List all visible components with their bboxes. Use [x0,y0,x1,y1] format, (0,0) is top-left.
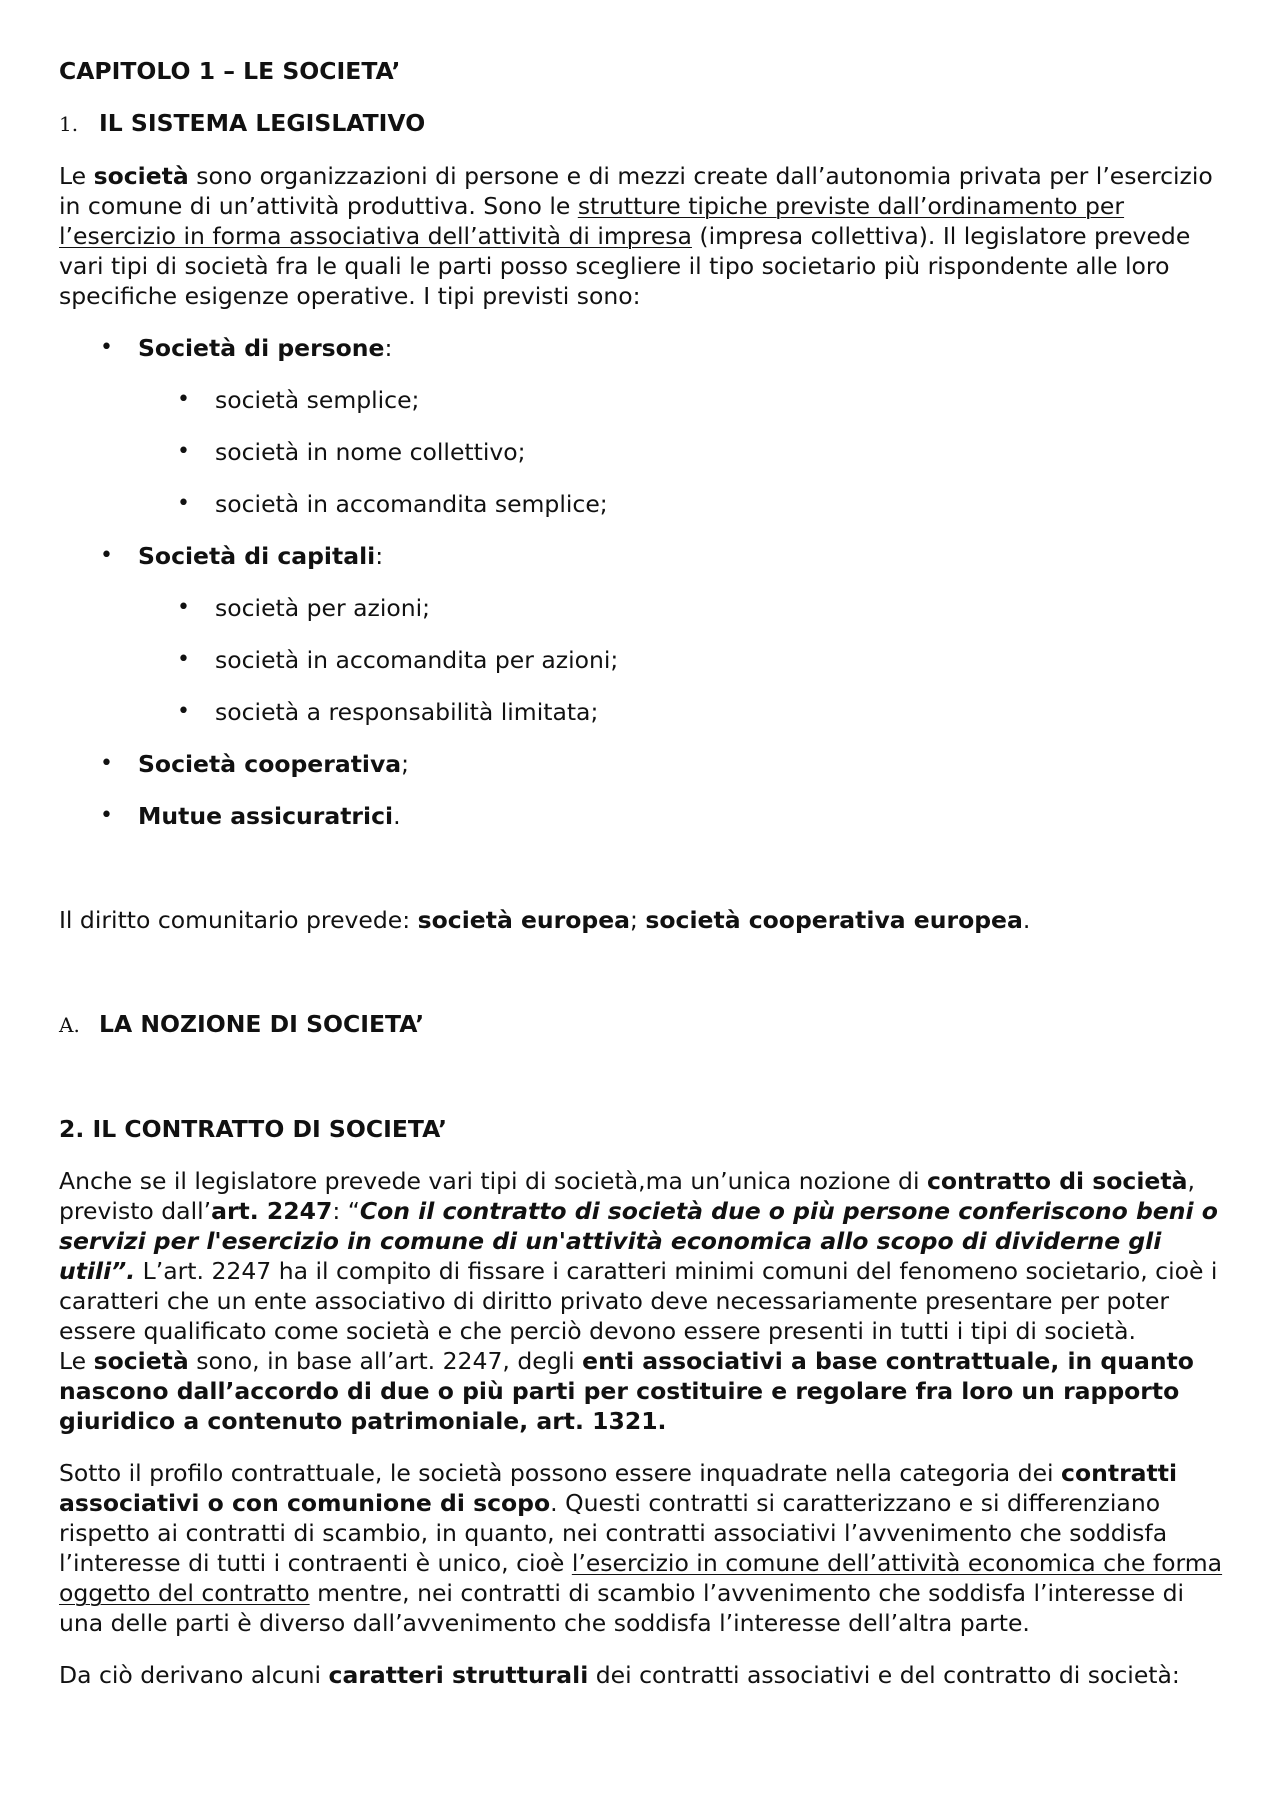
list-item: • società in accomandita per azioni; [177,646,619,674]
list-item: • società semplice; [177,386,420,414]
paragraph-intro: Le società sono organizzazioni di persone e di mezzi create dall’autonomia privata per l’esercizio in comune di un’attività produttiva. Sono le strutture tipiche previste dall’ordinamento per l’esercizio in forma associativa dell’attività di impresa (impresa collettiva). Il legislatore prevede vari tipi di società fra le quali le parti posso scegliere il tipo societario più rispondente alle loro specifiche esigenze operative. I tipi previsti sono: [59,162,1213,310]
society-types-list [59,333,1229,831]
paragraph-enti: Le società sono, in base all’art. 2247, degli enti associativi a base contrattuale, in quanto nascono dall’accordo di due o più parti per costituire e regolare fra loro un rapporto giuridico a contenuto patrimoniale, art. 1321. [59,1347,1194,1435]
bullet-icon: • [177,647,190,672]
list-item: • società a responsabilità limitata; [177,698,599,726]
list-item: • società in accomandita semplice; [177,490,608,518]
chapter-title: CAPITOLO 1 – LE SOCIETA’ [59,57,401,85]
bullet-icon: • [100,803,113,828]
bullet-icon: • [177,595,190,620]
quoted-article: Con il contratto di società due o più persone conferiscono beni o servizi per l'esercizio in comune di un'attività economica allo scopo di dividerne gli utili”. [59,1197,1218,1285]
bullet-icon: • [177,439,190,464]
section-number-a: A. [59,1013,80,1037]
list-item-cooperativa: • Società cooperativa; [100,750,410,778]
list-item-capitali: • Società di capitali: [100,542,384,570]
bullet-icon: • [177,699,190,724]
document-page [59,56,1229,1690]
bullet-icon: • [177,491,190,516]
section-title-1: IL SISTEMA LEGISLATIVO [99,109,426,137]
list-item: • società per azioni; [177,594,431,622]
underlined-phrase: l’esercizio in comune dell’attività economica che forma oggetto del contratto [59,1549,1223,1607]
list-item-persone: • Società di persone: [100,334,393,362]
underlined-phrase: strutture tipiche previste dall’ordinamento per l’esercizio in forma associativa dell’attività di impresa [59,192,1125,250]
list-item: • società in nome collettivo; [177,438,526,466]
paragraph-structural: Da ciò derivano alcuni caratteri strutturali dei contratti associativi e del contratto di società: [59,1661,1180,1689]
bullet-icon: • [100,751,113,776]
paragraph-contract: Anche se il legislatore prevede vari tipi di società,ma un’unica nozione di contratto di società, previsto dall’art. 2247: “Con il contratto di società due o più persone conferiscono beni o servizi per l'esercizio in comune di un'attività economica allo scopo di dividerne gli utili”. L’art. 2247 ha il compito di fissare i caratteri minimi comuni del fenomeno societario, cioè i caratteri che un ente associativo di diritto privato deve necessariamente presentare per poter essere qualificato come società e che perciò devono essere presenti in tutti i tipi di società. [59,1167,1218,1345]
section-heading-2: 2. IL CONTRATTO DI SOCIETA’ [59,1115,448,1143]
section-title-a: LA NOZIONE DI SOCIETA’ [99,1010,425,1038]
bullet-icon: • [100,335,113,360]
list-item-mutue: • Mutue assicuratrici. [100,802,401,830]
paragraph-profile: Sotto il profilo contrattuale, le società possono essere inquadrate nella categoria dei contratti associativi o con comunione di scopo. Questi contratti si caratterizzano e si differenziano rispetto ai contratti di scambio, in quanto, nei contratti associativi l’avvenimento che soddisfa l’interesse di tutti i contraenti è unico, cioè l’esercizio in comune dell’attività economica che forma oggetto del contratto mentre, nei contratti di scambio l’avvenimento che soddisfa l’interesse di una delle parti è diverso dall’avvenimento che soddisfa l’interesse dell’altra parte. [59,1459,1223,1637]
section-number-1: 1. [59,112,79,136]
paragraph-eu-law: Il diritto comunitario prevede: società europea; società cooperativa europea. [59,906,1031,934]
bullet-icon: • [177,387,190,412]
bullet-icon: • [100,543,113,568]
section-heading-1 [59,108,1229,139]
section-heading-a [59,1009,1229,1040]
